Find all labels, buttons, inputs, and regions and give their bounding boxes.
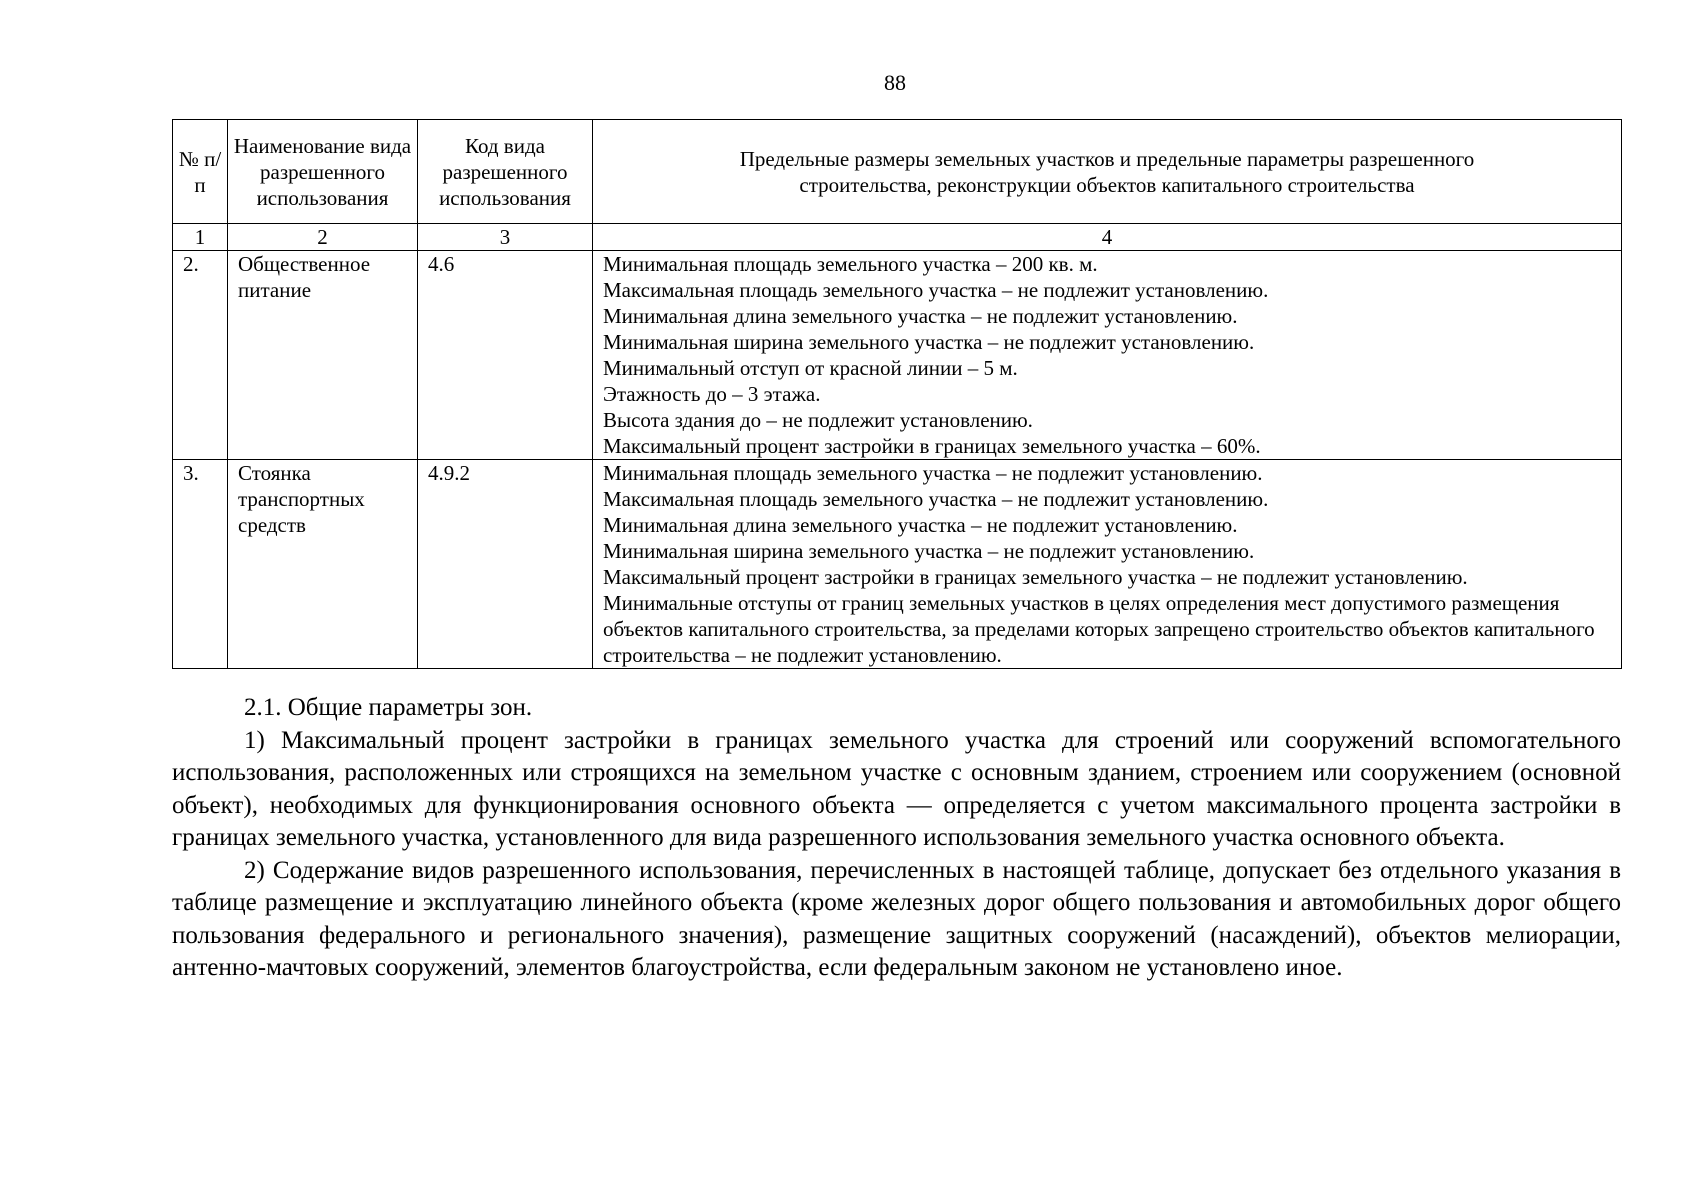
column-number: 2 [228, 224, 418, 251]
column-number: 1 [173, 224, 228, 251]
table-row [173, 251, 1622, 460]
parameter-line: Минимальный отступ от красной линии – 5 м. [603, 356, 1018, 380]
parameter-line: Максимальный процент застройки в границах земельного участка – 60%. [603, 434, 1261, 458]
use-name: Общественное питание [228, 251, 418, 460]
page-number: 88 [884, 70, 906, 95]
land-use-parameters-table [172, 119, 1622, 669]
parameter-line: Минимальная площадь земельного участка – 200 кв. м. [603, 252, 1098, 276]
header-number: № п/п [173, 120, 228, 224]
use-code: 4.6 [418, 251, 593, 460]
body-text [172, 692, 1621, 985]
table-row [173, 460, 1622, 669]
parameter-line: Максимальная площадь земельного участка – не подлежит установлению. [603, 278, 1269, 302]
parameters-cell [593, 460, 1622, 669]
column-number: 3 [418, 224, 593, 251]
use-code: 4.9.2 [418, 460, 593, 669]
parameter-line: Максимальный процент застройки в границах земельного участка – не подлежит установлению. [603, 565, 1468, 589]
parameter-line: Минимальная ширина земельного участка – не подлежит установлению. [603, 330, 1255, 354]
header-use-code: Код вида разрешенного использования [418, 120, 593, 224]
use-name: Стоянка транспортных средств [228, 460, 418, 669]
parameter-line: Высота здания до – не подлежит установлению. [603, 408, 1033, 432]
parameters-cell [593, 251, 1622, 460]
parameter-line: Максимальная площадь земельного участка – не подлежит установлению. [603, 487, 1269, 511]
parameter-line: Минимальные отступы от границ земельных участков в целях определения мест допустимого размещения объектов капитального строительства, за пределами которых запрещено строительство объектов капитального строительства – не подлежит установлению. [603, 591, 1595, 667]
paragraph: 1) Максимальный процент застройки в границах земельного участка для строений или сооружений вспомогательного использования, расположенных или строящихся на земельном участке с основным зданием, строением или сооружением (основной объект), необходимых для функционирования основного объекта — определяется с учетом максимального процента застройки в границах земельного участка, установленного для вида разрешенного использования земельного участка основного объекта. [172, 726, 1621, 851]
parameter-line: Минимальная ширина земельного участка – не подлежит установлению. [603, 539, 1255, 563]
header-use-name: Наименование вида разрешенного использования [228, 120, 418, 224]
parameter-line: Этажность до – 3 этажа. [603, 382, 821, 406]
row-number: 3. [173, 460, 228, 669]
parameter-line: Минимальная длина земельного участка – не подлежит установлению. [603, 513, 1238, 537]
paragraph: 2) Содержание видов разрешенного использования, перечисленных в настоящей таблице, допускает без отдельного указания в таблице размещение и эксплуатацию линейного объекта (кроме железных дорог общего пользования и автомобильных дорог общего пользования федерального и регионального значения), размещение защитных сооружений (насаждений), объектов мелиорации, антенно-мачтовых сооружений, элементов благоустройства, если федеральным законом не установлено иное. [172, 856, 1621, 981]
column-number-row [173, 224, 1622, 251]
parameter-line: Минимальная площадь земельного участка – не подлежит установлению. [603, 461, 1263, 485]
row-number: 2. [173, 251, 228, 460]
parameter-line: Минимальная длина земельного участка – не подлежит установлению. [603, 304, 1238, 328]
table-header-row [173, 120, 1622, 224]
column-number: 4 [593, 224, 1622, 251]
header-parameters: Предельные размеры земельных участков и предельные параметры разрешенного строительства, реконструкции объектов капитального строительства [593, 120, 1622, 224]
section-heading: 2.1. Общие параметры зон. [244, 694, 533, 721]
